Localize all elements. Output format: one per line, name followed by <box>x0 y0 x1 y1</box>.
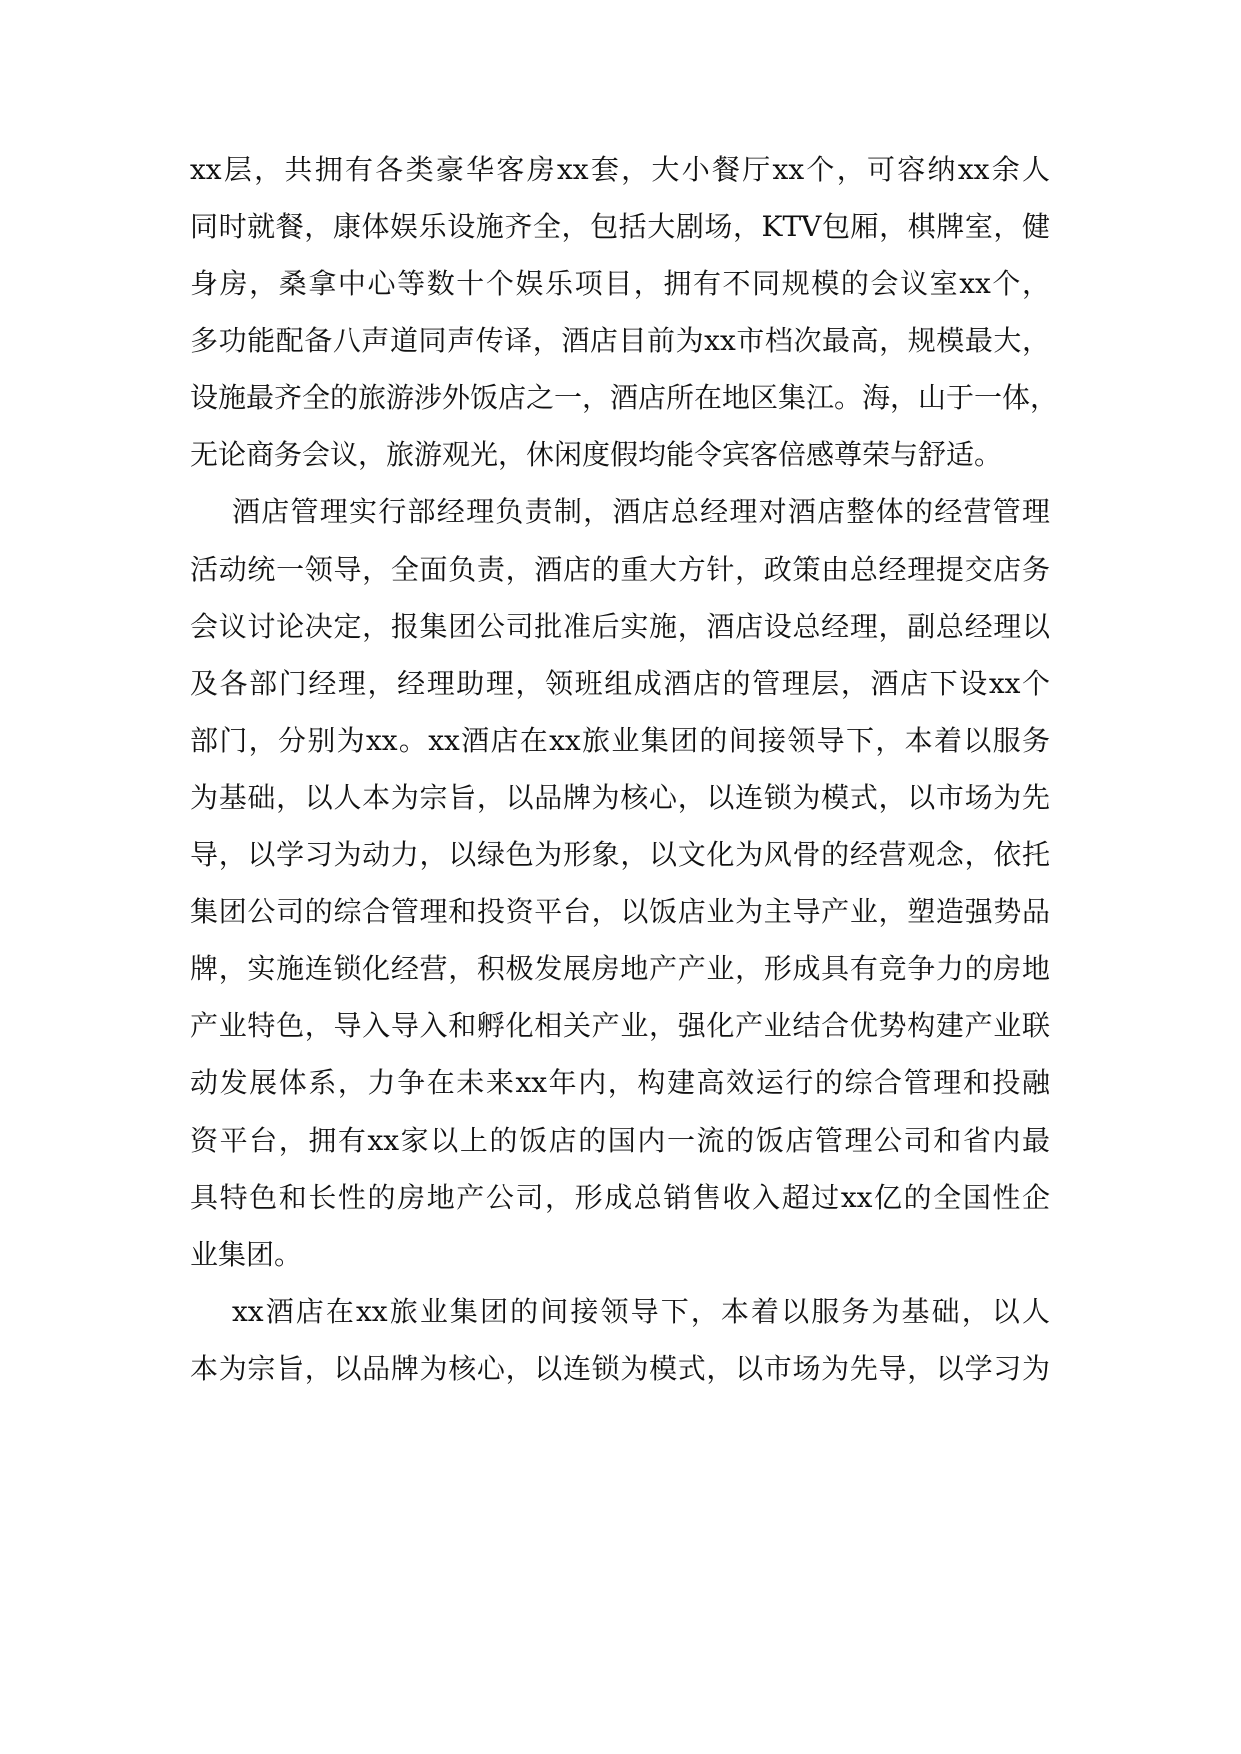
text-line: 业集团。 <box>190 1238 303 1271</box>
text-line: 同时就餐，康体娱乐设施齐全，包括大剧场，KTV包厢，棋牌室，健 <box>190 210 1050 243</box>
text-line: 酒店管理实行部经理负责制，酒店总经理对酒店整体的经营管理 <box>232 495 1050 528</box>
text-line: 导，以学习为动力，以绿色为形象，以文化为风骨的经营观念，依托 <box>190 838 1050 871</box>
text-line: 为基础，以人本为宗旨，以品牌为核心，以连锁为模式，以市场为先 <box>190 781 1050 814</box>
text-line: 及各部门经理，经理助理，领班组成酒店的管理层，酒店下设xx个 <box>190 667 1050 700</box>
text-line: 动发展体系，力争在未来xx年内，构建高效运行的综合管理和投融 <box>190 1066 1050 1099</box>
text-line: 设施最齐全的旅游涉外饭店之一，酒店所在地区集江。海，山于一体， <box>190 381 1059 414</box>
text-line: 集团公司的综合管理和投资平台，以饭店业为主导产业，塑造强势品 <box>190 895 1050 928</box>
text-line: 产业特色，导入导入和孵化相关产业，强化产业结合优势构建产业联 <box>190 1009 1050 1042</box>
text-line: 牌，实施连锁化经营，积极发展房地产产业，形成具有竞争力的房地 <box>190 952 1050 985</box>
text-line: 身房，桑拿中心等数十个娱乐项目，拥有不同规模的会议室xx个， <box>190 267 1050 300</box>
text-line: 资平台，拥有xx家以上的饭店的国内一流的饭店管理公司和省内最 <box>190 1124 1050 1157</box>
text-line: 多功能配备八声道同声传译，酒店目前为xx市档次最高，规模最大， <box>190 324 1050 357</box>
text-line: 活动统一领导，全面负责，酒店的重大方针，政策由总经理提交店务 <box>190 553 1050 586</box>
text-line: 无论商务会议，旅游观光，休闲度假均能令宾客倍感尊荣与舒适。 <box>190 438 1003 471</box>
text-line: xx酒店在xx旅业集团的间接领导下，本着以服务为基础，以人 <box>232 1295 1050 1328</box>
text-line: 会议讨论决定，报集团公司批准后实施，酒店设总经理，副总经理以 <box>190 610 1050 643</box>
text-line: xx层，共拥有各类豪华客房xx套，大小餐厅xx个，可容纳xx余人 <box>190 153 1050 186</box>
text-line: 部门，分别为xx。xx酒店在xx旅业集团的间接领导下，本着以服务 <box>190 724 1050 757</box>
text-line: 本为宗旨，以品牌为核心，以连锁为模式，以市场为先导，以学习为 <box>190 1352 1050 1385</box>
text-line: 具特色和长性的房地产公司，形成总销售收入超过xx亿的全国性企 <box>190 1181 1050 1214</box>
